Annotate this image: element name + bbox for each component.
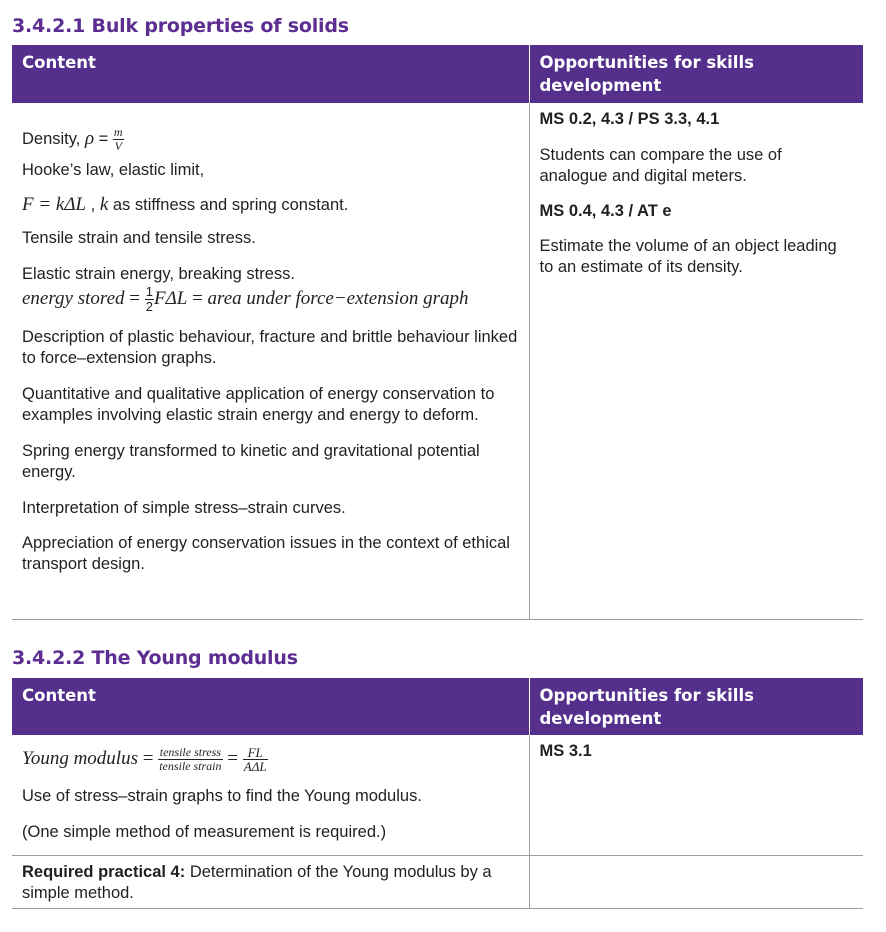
column-header-skills: Opportunities for skills development bbox=[529, 45, 863, 103]
elastic-line: Elastic strain energy, breaking stress. bbox=[22, 265, 295, 283]
stress-strain-fraction bbox=[158, 746, 222, 773]
table-header-row bbox=[12, 678, 863, 735]
force-k-symbol: k bbox=[99, 194, 109, 215]
column-header-content: Content bbox=[12, 45, 529, 103]
content-cell bbox=[12, 735, 529, 856]
density-fraction bbox=[113, 126, 124, 153]
required-practical-text: Determination of the Young modulus by a simple method. bbox=[22, 863, 492, 902]
energy-equals-1: = bbox=[124, 287, 145, 309]
fl-fraction bbox=[243, 746, 268, 773]
hooke-line: Hooke’s law, elastic limit, bbox=[22, 161, 205, 179]
skills-ref-1: MS 3.1 bbox=[539, 742, 592, 760]
energy-f-delta-l: FΔL bbox=[154, 287, 188, 309]
table-row bbox=[12, 103, 863, 620]
skills-ref-1: MS 0.2, 4.3 / PS 3.3, 4.1 bbox=[539, 110, 720, 128]
half-numerator: 1 bbox=[145, 284, 153, 299]
strain-denominator: tensile strain bbox=[159, 759, 222, 774]
young-modulus-table bbox=[12, 678, 863, 909]
force-description: as stiffness and spring constant. bbox=[108, 196, 349, 214]
skills-text-2: Estimate the volume of an object leading to an estimate of its density. bbox=[539, 237, 837, 276]
section-heading-young-modulus: 3.4.2.2 The Young modulus bbox=[12, 647, 298, 669]
column-header-skills: Opportunities for skills development bbox=[529, 678, 863, 735]
density-label: Density, bbox=[22, 129, 85, 148]
section-heading-bulk-properties: 3.4.2.1 Bulk properties of solids bbox=[12, 15, 349, 37]
content-cell bbox=[12, 103, 529, 620]
tensile-line: Tensile strain and tensile stress. bbox=[22, 229, 256, 247]
young-equation-line bbox=[22, 744, 519, 774]
fl-numerator: FL bbox=[243, 746, 268, 760]
young-equals-1: = bbox=[137, 748, 159, 769]
force-equation: F = kΔL bbox=[22, 194, 87, 215]
stress-strain-graphs-line: Use of stress–strain graphs to find the Young modulus. bbox=[22, 787, 422, 805]
quantitative-line: Quantitative and qualitative application of energy conservation to examples involving elastic strain energy and energy to deform. bbox=[22, 385, 495, 424]
plastic-line: Description of plastic behaviour, fracture and brittle behaviour linked to force–extension graphs. bbox=[22, 328, 518, 367]
skills-cell bbox=[529, 735, 863, 856]
spring-line: Spring energy transformed to kinetic and gravitational potential energy. bbox=[22, 442, 480, 481]
required-practical-label: Required practical 4: bbox=[22, 863, 186, 881]
density-denominator: V bbox=[114, 139, 122, 153]
column-header-content: Content bbox=[12, 678, 529, 735]
density-symbol: ρ bbox=[84, 127, 95, 149]
force-separator: , bbox=[86, 196, 100, 214]
interpretation-line: Interpretation of simple stress–strain curves. bbox=[22, 499, 346, 517]
energy-equation-line bbox=[22, 285, 519, 314]
table-row bbox=[12, 735, 863, 856]
density-line bbox=[22, 126, 519, 153]
young-modulus-label: Young modulus bbox=[22, 748, 138, 769]
table-row bbox=[12, 856, 863, 909]
required-practical-cell bbox=[12, 856, 529, 909]
energy-half-fraction bbox=[145, 285, 154, 314]
force-equation-line bbox=[22, 194, 519, 216]
density-numerator: m bbox=[113, 125, 123, 139]
empty-skills-cell bbox=[529, 856, 863, 909]
table-header-row bbox=[12, 45, 863, 103]
half-denominator: 2 bbox=[145, 299, 153, 314]
skills-ref-2: MS 0.4, 4.3 / AT e bbox=[539, 202, 672, 220]
energy-stored-label: energy stored bbox=[22, 287, 125, 309]
skills-text-1: Students can compare the use of analogue and digital meters. bbox=[539, 146, 782, 185]
young-equals-2: = bbox=[222, 748, 243, 769]
required-practical-line bbox=[22, 862, 519, 904]
stress-numerator: tensile stress bbox=[159, 745, 221, 760]
energy-area-text: area under force−extension graph bbox=[207, 287, 469, 309]
energy-equals-2: = bbox=[187, 287, 208, 309]
one-method-line: (One simple method of measurement is required.) bbox=[22, 823, 387, 841]
bulk-properties-table bbox=[12, 45, 863, 620]
appreciation-line: Appreciation of energy conservation issues in the context of ethical transport design. bbox=[22, 534, 510, 573]
fl-denominator: AΔL bbox=[243, 759, 267, 775]
density-equals: = bbox=[94, 129, 113, 148]
skills-cell bbox=[529, 103, 863, 620]
